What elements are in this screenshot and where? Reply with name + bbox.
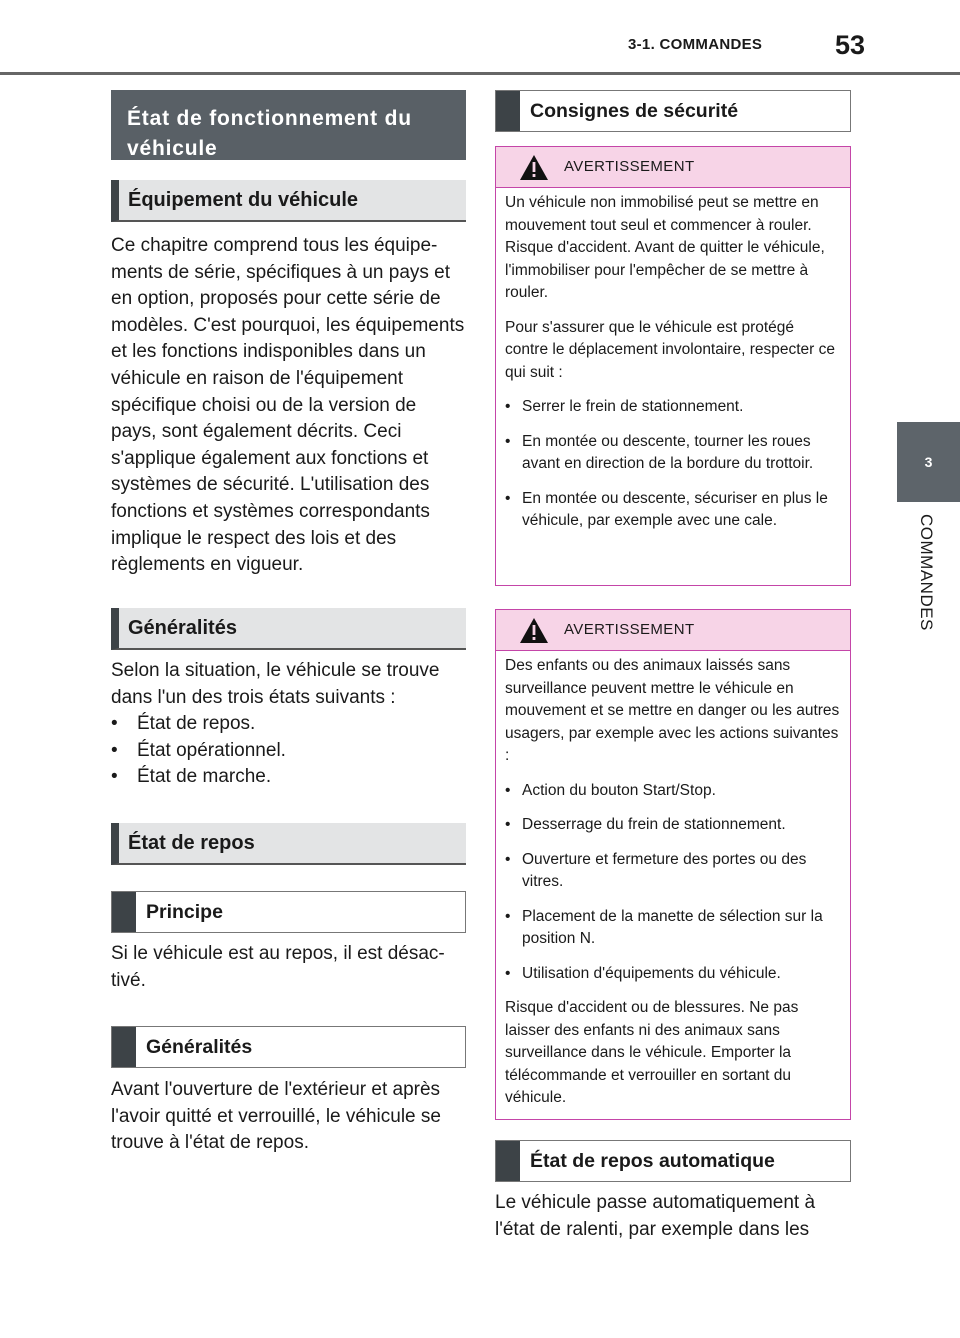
heading-rest-state [111, 823, 466, 865]
principle-paragraph [111, 941, 466, 994]
heading-principle [111, 891, 466, 933]
auto-rest-text: Le véhicule passe automatiquement à l'état de ralenti, par exemple dans les [495, 1192, 816, 1240]
heading-auto-rest [495, 1140, 851, 1182]
header-divider [0, 72, 960, 75]
warning-icon [519, 154, 549, 181]
warning-box-1 [495, 146, 851, 586]
warning-paragraph: Un véhicule non immobilisé peut se mettre en mouvement tout seul et commencer à rouler. Risque d'accident. Avant de quitter le véhicule, l'immobiliser pour l'empêcher de se mettre à rouler. [505, 194, 825, 301]
auto-rest-paragraph [495, 1190, 851, 1243]
heading-rest-state-text: État de repos [128, 831, 255, 854]
list-item: • Placement de la manette de sélection sur la position N. [505, 906, 841, 951]
heading-principle-text: Principe [146, 900, 223, 923]
main-title: État de fonctionnement du véhicule [111, 90, 466, 160]
heading-safety [495, 90, 851, 132]
list-item: • Ouverture et fermeture des portes ou des vitres. [505, 849, 841, 894]
list-item: • État opérationnel. [111, 738, 466, 765]
warning-content [496, 651, 850, 1110]
warning-header [496, 610, 850, 651]
heading-marker [496, 91, 520, 131]
section-title: 3-1. COMMANDES [628, 36, 763, 53]
warning-paragraph: Risque d'accident ou de blessures. Ne pas laisser des enfants ni des animaux sans surveillance dans le véhicule. Emporter la télécommande et verrouiller en sortant du véhicule. [505, 999, 799, 1106]
list-item: • État de repos. [111, 711, 466, 738]
heading-equipment-text: Équipement du véhicule [128, 188, 359, 211]
warning-icon [519, 617, 549, 644]
heading-general-text: Généralités [128, 616, 237, 639]
warning-paragraph: Pour s'assurer que le véhicule est protégé contre le déplacement involontaire, respecter ce qui suit : [505, 318, 835, 381]
equipment-text: Ce chapitre comprend tous les équipements de série, spécifiques à un pays et en option, proposés pour cette série de modèles. C'est pourquoi, les équipements et les fonctions indisponibles dans un véhicule en raison de l'équipement spécifique choisi ou de la version de pays, sont également décrits. Ceci s'applique également aux fonctions et systèmes de sécurité. L'utilisation des fonctions et systèmes correspondants implique le respect des lois et des règlements en vigueur. [111, 235, 465, 576]
general-section [111, 658, 466, 791]
chapter-number: 3 [924, 454, 933, 470]
heading-marker [112, 892, 136, 932]
heading-auto-rest-text: État de repos automatique [530, 1149, 775, 1172]
list-item: • État de marche. [111, 764, 466, 791]
list-item: • Utilisation d'équipements du véhicule. [505, 963, 841, 986]
heading-marker [496, 1141, 520, 1181]
list-item: • Desserrage du frein de stationnement. [505, 814, 841, 837]
general-2-text: Avant l'ouverture de l'extérieur et après l'avoir quitté et verrouillé, le véhicule se trouve à l'état de repos. [111, 1079, 441, 1154]
principle-text: Si le véhicule est au repos, il est désactivé. [111, 943, 445, 991]
chapter-label: COMMANDES [917, 514, 936, 631]
heading-marker [112, 1027, 136, 1067]
warning-paragraph: Des enfants ou des animaux laissés sans surveillance peuvent mettre le véhicule en mouvement et se mettre en danger ou les autres usagers, par exemple avec les actions suivantes : [505, 657, 840, 764]
list-item: • En montée ou descente, sécuriser en plus le véhicule, par exemple avec une cale. [505, 488, 841, 533]
warning-content [496, 188, 850, 533]
list-item: • En montée ou descente, tourner les roues avant en direction de la bordure du trottoir. [505, 431, 841, 476]
heading-general-2-text: Généralités [146, 1035, 253, 1058]
warning-box-2 [495, 609, 851, 1120]
warning-header [496, 147, 850, 188]
heading-general [111, 608, 466, 650]
heading-general-2 [111, 1026, 466, 1068]
chapter-tab[interactable] [897, 422, 960, 502]
warning-title: AVERTISSEMENT [564, 621, 695, 638]
general-intro: Selon la situation, le véhicule se trouve dans l'un des trois états suivants : [111, 660, 440, 708]
warning-title: AVERTISSEMENT [564, 158, 695, 175]
list-item: • Action du bouton Start/Stop. [505, 780, 841, 803]
list-item: • Serrer le frein de stationnement. [505, 396, 841, 419]
page-number: 53 [835, 30, 866, 60]
equipment-paragraph [111, 233, 466, 579]
heading-safety-text: Consignes de sécurité [530, 99, 739, 122]
heading-equipment [111, 180, 466, 222]
general-2-paragraph [111, 1077, 466, 1157]
